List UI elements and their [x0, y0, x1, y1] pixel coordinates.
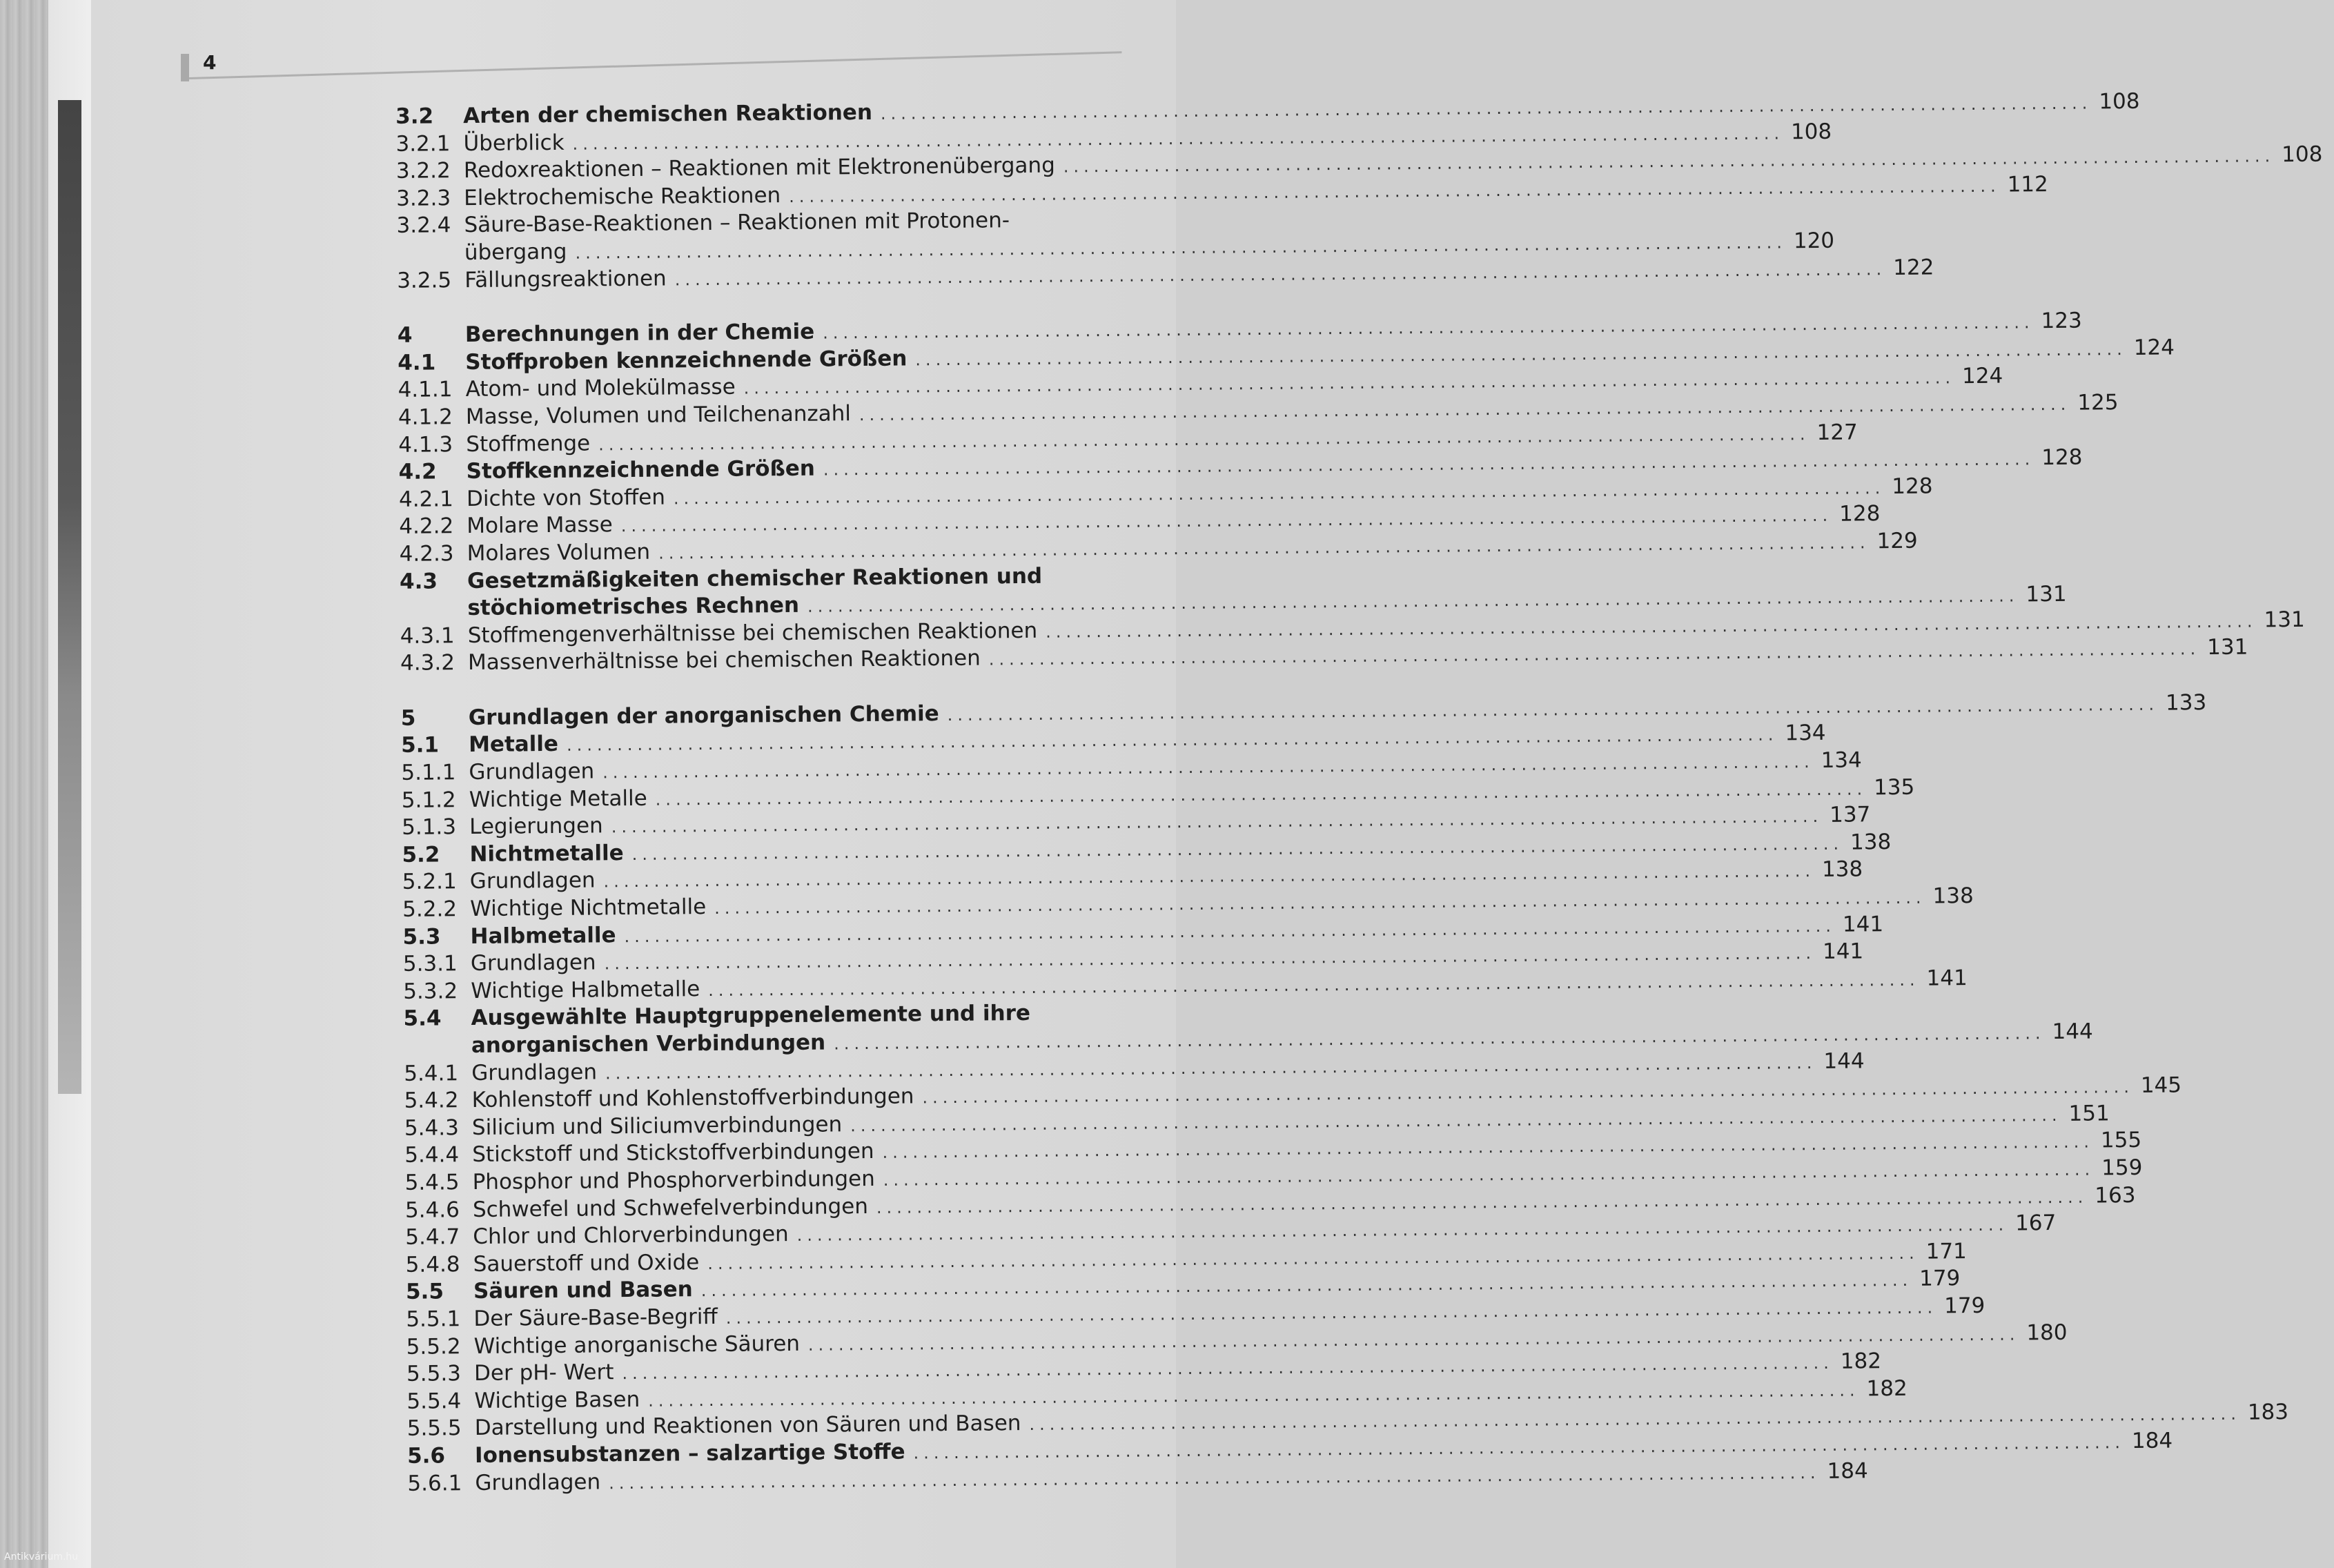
toc-entry-title: Berechnungen in der Chemie [464, 319, 815, 348]
toc-entry-number: 5.5.5 [406, 1415, 462, 1442]
toc-entry-page: 125 [2077, 390, 2119, 415]
toc-entry-page: 163 [2095, 1182, 2136, 1208]
toc-entry-page: 131 [2026, 581, 2067, 607]
toc-entry-page: 171 [1925, 1238, 1967, 1264]
toc-entry-title: Überblick [463, 130, 565, 156]
toc-entry-number: 4.3.1 [400, 623, 455, 649]
toc-entry-title: Stickstoff und Stickstoffverbindungen [472, 1139, 874, 1168]
dot-leader: ........................................................................................................................ [883, 1159, 2095, 1190]
toc-entry-title: Legierungen [469, 813, 603, 840]
dot-leader: ........................................................................................................................ [707, 1243, 1919, 1273]
toc-entry-page: 180 [2026, 1320, 2068, 1345]
toc-entry-title: Stoffproben kennzeichnende Größen [465, 346, 908, 375]
toc-entry-number: 5.2 [402, 842, 440, 868]
toc-entry-title: Darstellung und Reaktionen von Säuren und Basen [474, 1411, 1021, 1441]
toc-entry-page: 179 [1943, 1293, 1985, 1319]
dot-leader: ........................................................................................................................ [714, 888, 1926, 918]
dot-leader: ........................................................................................................................ [620, 506, 1833, 536]
toc-entry-number: 5.2.2 [402, 896, 458, 922]
toc-entry-title: Molare Masse [467, 512, 613, 539]
page-number: 4 [203, 51, 217, 74]
toc-entry-page: 159 [2101, 1155, 2143, 1181]
toc-entry-number: 5.1.1 [401, 760, 456, 785]
toc-entry-title: Phosphor und Phosphorverbindungen [472, 1166, 875, 1195]
dot-leader: ........................................................................................................................ [882, 1132, 2095, 1163]
toc-entry-title: Stoffkennzeichnende Größen [466, 455, 816, 484]
dot-leader: ........................................................................................................................ [823, 449, 2035, 480]
toc-entry-page: 137 [1829, 802, 1871, 828]
toc-entry-page: 138 [1932, 883, 1974, 909]
toc-entry-page: 134 [1785, 721, 1826, 746]
toc-entry-page: 135 [1873, 774, 1915, 800]
dot-leader: ........................................................................................................................ [880, 93, 2092, 124]
toc-entry-number: 5.5.3 [406, 1361, 462, 1386]
toc-entry-title: Der Säure-Base-Begriff [473, 1304, 718, 1331]
toc-entry-title: Der pH- Wert [473, 1360, 614, 1386]
dot-leader: ........................................................................................................................ [572, 123, 1785, 154]
toc-entry-page: 145 [2140, 1072, 2182, 1099]
dot-leader: ........................................................................................................................ [988, 639, 2201, 669]
dot-leader: ........................................................................................................................ [605, 1052, 1817, 1083]
toc-entry [402, 1458, 1868, 1498]
dot-leader: ........................................................................................................................ [658, 533, 1870, 563]
dot-leader: ........................................................................................................................ [604, 943, 1816, 974]
toc-entry-page: 155 [2100, 1128, 2142, 1153]
toc-entry-number: 3.2.1 [395, 130, 451, 157]
toc-entry-page: 108 [2282, 141, 2323, 168]
dot-leader: ........................................................................................................................ [915, 339, 2127, 370]
toc-entry [394, 562, 2067, 623]
dot-leader: ........................................................................................................................ [922, 1077, 2134, 1108]
toc-entry-title: Schwefel und Schwefelverbindungen [472, 1193, 869, 1222]
dot-leader: ........................................................................................................................ [807, 1324, 2020, 1355]
toc-entry-title: Grundlagen [469, 758, 595, 785]
toc-entry-page: 141 [1822, 939, 1864, 965]
dot-leader: ........................................................................................................................ [622, 1353, 1834, 1384]
dot-leader: ........................................................................................................................ [598, 424, 1810, 454]
dot-leader: ........................................................................................................................ [947, 694, 2159, 725]
toc-entry-title-continuation: anorganischen Verbindungen [471, 1030, 826, 1059]
toc-entry-page: 144 [1823, 1048, 1865, 1074]
toc-entry-number: 5.4.2 [404, 1088, 459, 1114]
toc-entry-title-block [475, 1458, 1868, 1497]
toc-entry-title: Dichte von Stoffen [466, 484, 666, 511]
dot-leader: ........................................................................................................................ [743, 368, 1956, 398]
dot-leader: ........................................................................................................................ [850, 1105, 2062, 1136]
toc-entry-number: 5.4.7 [405, 1224, 460, 1251]
toc-entry-page: 184 [2131, 1428, 2173, 1453]
toc-entry-page: 129 [1876, 528, 1918, 554]
toc-entry-title: Ausgewählte Hauptgruppenelemente und ihre [471, 1001, 1031, 1031]
toc-entry-title: Grundlagen [475, 1469, 601, 1496]
toc-entry-title-block [464, 206, 1835, 267]
toc-entry-page: 167 [2014, 1211, 2057, 1236]
toc-entry-number: 4.1.2 [398, 404, 453, 430]
toc-entry-number: 4.2.3 [399, 541, 454, 567]
toc-entry-number: 4.1 [398, 350, 436, 375]
dot-leader: ........................................................................................................................ [725, 1297, 1938, 1328]
dot-leader: ........................................................................................................................ [611, 807, 1823, 837]
toc-entry-page: 141 [1926, 965, 1968, 991]
toc-entry-title: Stoffmenge [466, 431, 591, 457]
toc-entry-number: 5.3.1 [402, 951, 458, 977]
toc-entry-title: Stoffmengenverhältnisse bei chemischen Reaktionen [467, 618, 1038, 648]
dot-leader: ........................................................................................................................ [1029, 1404, 2241, 1435]
toc-entry-page: 127 [1816, 419, 1858, 445]
toc-entry-title: Massenverhältnisse bei chemischen Reaktionen [467, 645, 981, 676]
toc-entry-number: 5.4.3 [404, 1115, 460, 1141]
toc-entry-page: 138 [1850, 829, 1892, 855]
toc-entry-title: Grundlagen [469, 868, 596, 894]
toc-entry-number: 5.5 [405, 1279, 444, 1305]
toc-entry-line [464, 255, 1934, 294]
toc-entry-title: Arten der chemischen Reaktionen [463, 99, 873, 129]
toc-entry [391, 255, 1934, 295]
toc-entry-title: Nichtmetalle [469, 840, 624, 867]
toc-entry-page: 108 [1790, 119, 1832, 144]
toc-entry-title: Wichtige Halbmetalle [471, 976, 700, 1003]
header-marker [181, 54, 189, 81]
toc-entry-title: Grundlagen der anorganischen Chemie [468, 700, 939, 730]
toc-entry-number: 3.2 [395, 104, 434, 129]
dot-leader: ........................................................................................................................ [603, 861, 1816, 892]
toc-entry-title-continuation: übergang [464, 239, 567, 266]
dot-leader: ........................................................................................................................ [624, 916, 1836, 946]
toc-entry-page: 124 [1961, 363, 2003, 389]
dot-leader: ........................................................................................................................ [631, 834, 1844, 864]
toc-entry-page: 131 [2207, 634, 2248, 660]
toc-entry-number: 4.3.2 [400, 650, 455, 676]
toc-entry-number: 5.2.1 [402, 869, 457, 895]
toc-entry-page: 120 [1793, 228, 1835, 254]
toc-entry-title: Metalle [468, 732, 559, 758]
dot-leader: ........................................................................................................................ [700, 1271, 1913, 1301]
dot-leader: ........................................................................................................................ [708, 970, 1920, 1000]
toc-entry-number: 4 [397, 322, 413, 349]
dot-leader: ........................................................................................................................ [1063, 146, 2275, 177]
toc-entry-number: 5.5.2 [406, 1333, 461, 1360]
dot-leader: ........................................................................................................................ [655, 779, 1867, 810]
toc-entry-page: 123 [2041, 308, 2082, 334]
toc-entry-number: 4.2.2 [399, 513, 454, 540]
toc-entry-number: 5.4.6 [404, 1197, 460, 1223]
toc-entry-title: Silicium und Siliciumverbindungen [471, 1112, 843, 1140]
binding-strip [58, 100, 81, 1094]
toc-entry-page: 128 [1839, 501, 1881, 527]
watermark: Antikvárium.hu [4, 1551, 79, 1562]
toc-entry-page: 133 [2165, 689, 2207, 716]
toc-entry-title: Atom- und Molekülmasse [465, 374, 736, 402]
toc-entry-page: 122 [1892, 255, 1934, 280]
toc-entry-number: 3.2.3 [396, 186, 451, 211]
toc-entry-number: 4.2.1 [398, 486, 454, 512]
toc-entry-page: 184 [1827, 1458, 1868, 1484]
toc-entry-number: 5.1.2 [401, 787, 456, 813]
toc-entry-number: 4.1.3 [398, 431, 453, 458]
dot-leader: ........................................................................................................................ [834, 1023, 2046, 1054]
toc-entry-title-block [464, 255, 1934, 294]
toc-entry-page: 141 [1842, 911, 1884, 937]
toc-entry-page: 134 [1821, 747, 1862, 774]
dot-leader: ........................................................................................................................ [673, 478, 1885, 509]
toc-entry-page: 183 [2247, 1400, 2289, 1425]
toc-entry-page: 128 [1892, 473, 1933, 499]
toc-entry-number: 5.4 [403, 1006, 442, 1032]
toc-entry-number: 5.5.1 [406, 1306, 461, 1332]
dot-leader: ........................................................................................................................ [1046, 611, 2257, 642]
toc-entry-number: 5.4.1 [404, 1060, 459, 1086]
toc-entry-number: 5.1.3 [401, 814, 457, 841]
toc-entry-title: Säure-Base-Reaktionen – Reaktionen mit Protonen- [464, 208, 1010, 238]
toc-entry-title: Halbmetalle [470, 922, 616, 949]
toc-entry [398, 999, 2093, 1060]
toc-entry-title: Masse, Volumen und Teilchenanzahl [465, 401, 852, 429]
toc-entry-line [467, 634, 2248, 677]
toc-entry-number: 5.5.4 [406, 1388, 462, 1414]
toc-entry-page: 144 [2052, 1019, 2093, 1045]
toc-entry-number: 3.2.2 [395, 158, 451, 184]
toc-entry-number: 3.2.4 [396, 213, 451, 239]
toc-entry-page: 182 [1840, 1349, 1882, 1374]
toc-entry-title: Säuren und Basen [473, 1277, 693, 1304]
toc-entry-title: Fällungsreaktionen [464, 266, 667, 293]
dot-leader: ........................................................................................................................ [823, 313, 2034, 343]
toc-entry-number: 5.6.1 [407, 1470, 462, 1496]
toc-entry-title: Grundlagen [470, 950, 596, 977]
toc-entry-number: 5.6 [406, 1443, 446, 1469]
dot-leader: ........................................................................................................................ [602, 752, 1814, 783]
toc-entry-page: 151 [2068, 1101, 2110, 1126]
toc-entry-title: Molares Volumen [467, 539, 651, 566]
toc-entry-title-block [467, 634, 2248, 677]
toc-entry-number: 5.1 [400, 732, 440, 758]
dot-leader: ........................................................................................................................ [674, 259, 1887, 289]
toc-entry-page: 182 [1866, 1375, 1908, 1402]
toc-entry-title: Wichtige Nichtmetalle [470, 894, 707, 922]
toc-entry-title: Elektrochemische Reaktionen [464, 182, 781, 210]
dot-leader: ........................................................................................................................ [566, 725, 1778, 756]
toc-entry-number: 3.2.5 [397, 267, 452, 293]
dot-leader: ........................................................................................................................ [913, 1433, 2126, 1463]
toc-entry-title: Wichtige Basen [474, 1386, 640, 1413]
toc-entry-page: 179 [1919, 1266, 1961, 1292]
toc-entry-page: 128 [2041, 444, 2083, 471]
toc-entry-title: Wichtige Metalle [469, 785, 647, 812]
dot-leader: ........................................................................................................................ [796, 1215, 2009, 1246]
toc-entry-number: 5.3.2 [403, 979, 458, 1004]
toc-entry-title: Wichtige anorganische Säuren [473, 1331, 801, 1359]
table-of-contents [390, 88, 2323, 1498]
toc-entry-line [475, 1458, 1868, 1497]
toc-entry-page: 108 [2099, 88, 2140, 115]
toc-entry-title: Kohlenstoff und Kohlenstoffverbindungen [471, 1084, 914, 1113]
toc-entry-title-block [467, 562, 2067, 623]
toc-entry-title: Chlor und Chlorverbindungen [473, 1222, 789, 1250]
dot-leader: ........................................................................................................................ [807, 586, 2019, 616]
toc-entry-title: Redoxreaktionen – Reaktionen mit Elektronenübergang [463, 153, 1055, 184]
toc-entry-number: 5.4.4 [404, 1142, 460, 1168]
dot-leader: ........................................................................................................................ [876, 1187, 2088, 1217]
toc-entry-title-block [471, 999, 2093, 1060]
dot-leader: ........................................................................................................................ [575, 233, 1787, 263]
dot-leader: ........................................................................................................................ [609, 1462, 1821, 1493]
toc-entry-title: Ionensubstanzen – salzartige Stoffe [474, 1439, 905, 1468]
dot-leader: ........................................................................................................................ [648, 1380, 1860, 1411]
toc-entry-title: Gesetzmäßigkeiten chemischer Reaktionen und [467, 563, 1043, 594]
toc-entry-number: 4.2 [398, 459, 437, 485]
toc-entry-page: 124 [2133, 335, 2175, 360]
toc-entry-number: 5.4.8 [405, 1251, 460, 1277]
dot-leader: ........................................................................................................................ [789, 176, 2001, 206]
toc-entry-page: 138 [1821, 856, 1863, 883]
toc-entry-title-continuation: stöchiometrisches Rechnen [467, 592, 800, 621]
dot-leader: ........................................................................................................................ [859, 394, 2071, 425]
toc-entry-title: Sauerstoff und Oxide [473, 1249, 700, 1277]
toc-entry-number: 5.3 [402, 924, 441, 950]
toc-entry-number: 4.1.1 [398, 377, 453, 403]
toc-entry [391, 206, 1835, 267]
toc-entry-number: 5 [400, 705, 416, 731]
toc-entry-title: Grundlagen [471, 1059, 598, 1086]
toc-entry-page: 131 [2264, 607, 2305, 633]
toc-entry-number: 4.3 [399, 568, 438, 594]
toc-entry-number: 5.4.5 [404, 1170, 460, 1195]
toc-entry-page: 112 [2007, 171, 2048, 197]
